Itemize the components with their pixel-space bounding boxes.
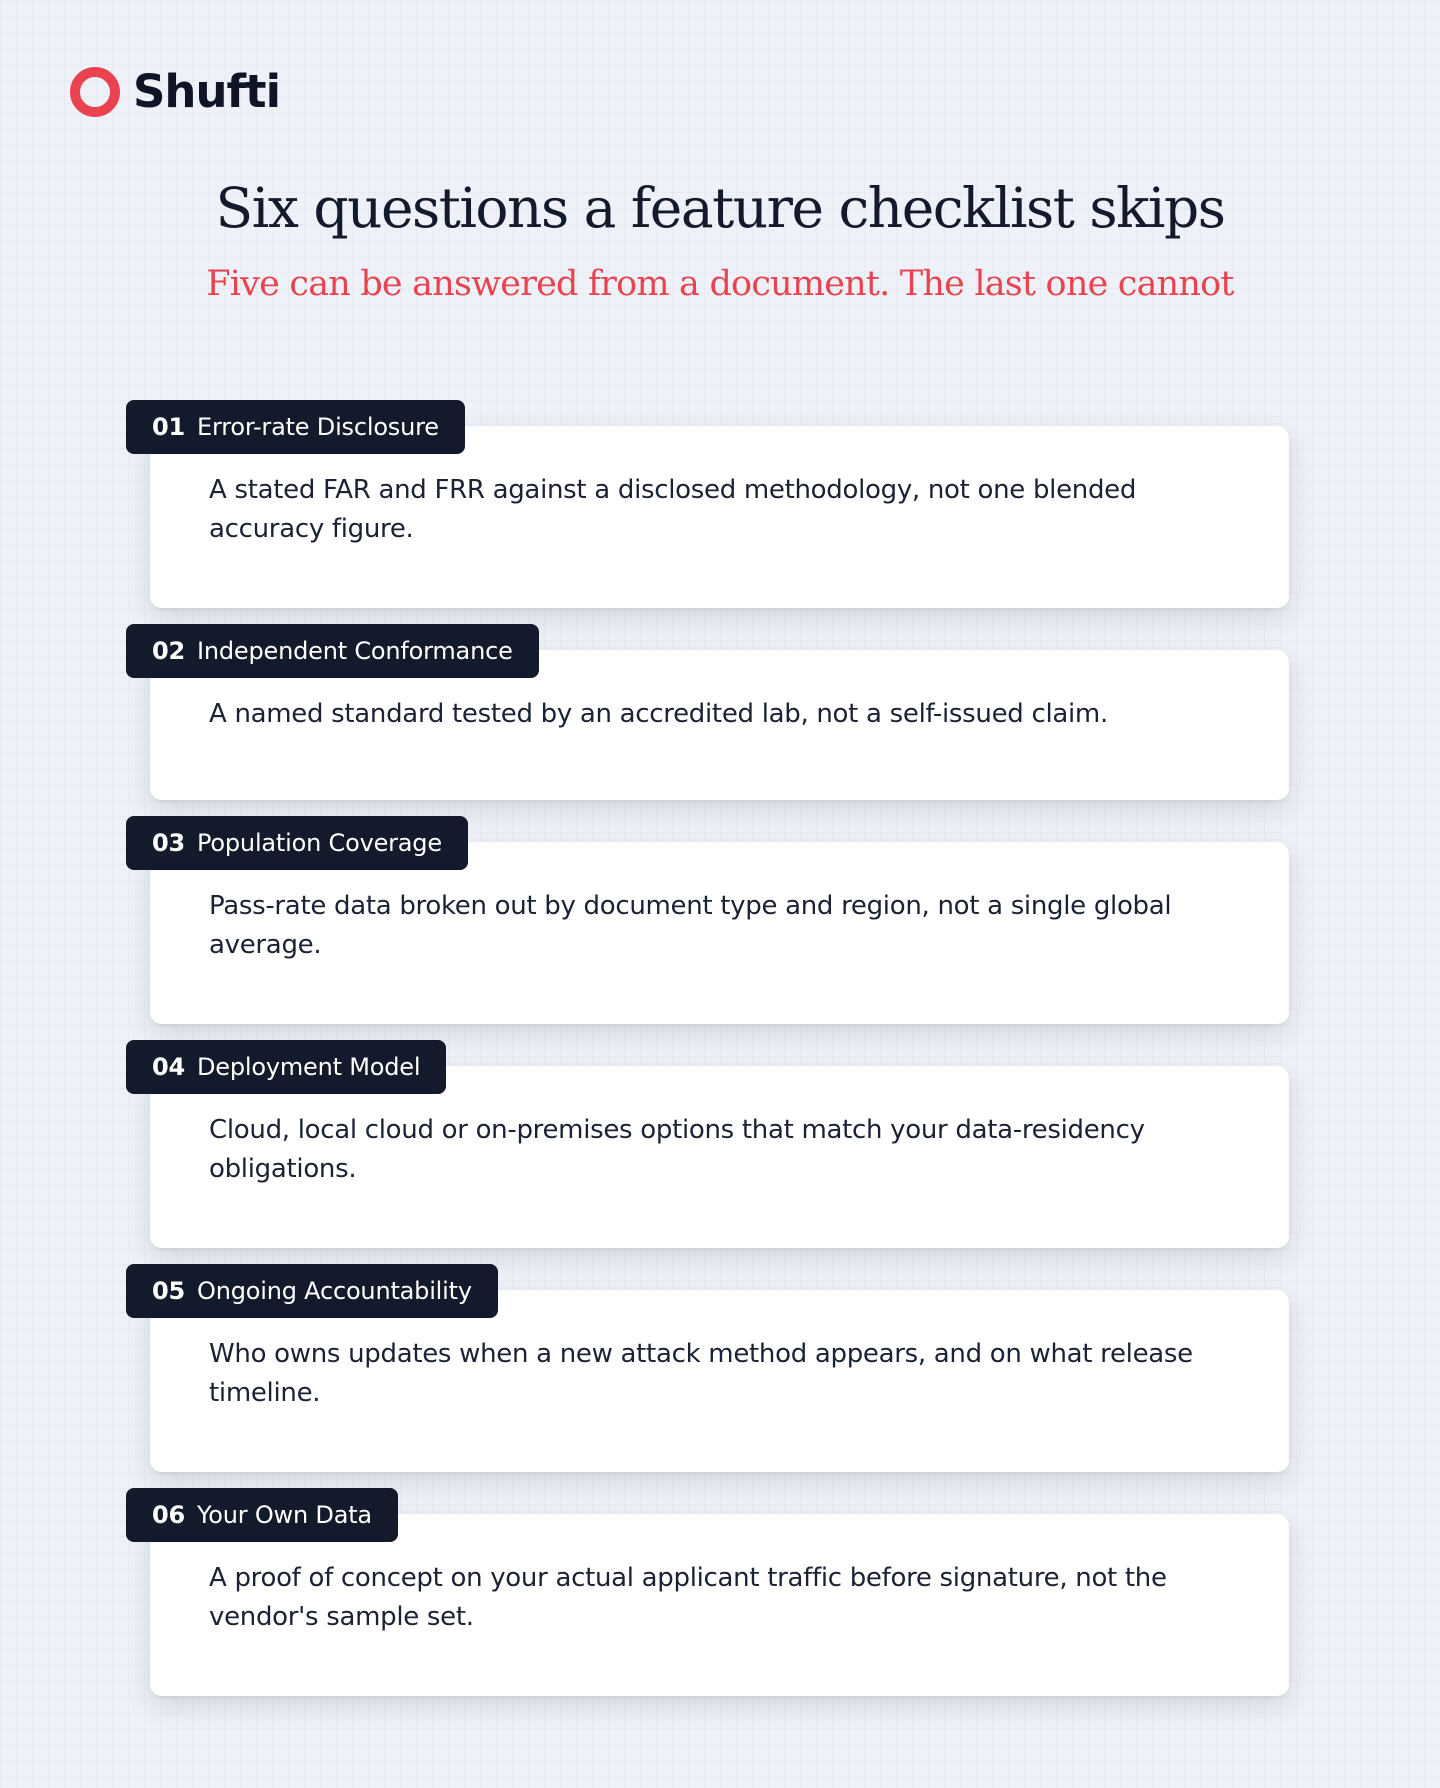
tag-title: Independent Conformance	[197, 637, 513, 665]
tag-number: 02	[152, 637, 185, 665]
card-tag	[126, 624, 539, 678]
card-description: A stated FAR and FRR against a disclosed methodology, not one blended accuracy figure.	[209, 475, 1137, 544]
card-tag	[126, 1488, 398, 1542]
tag-number: 03	[152, 829, 185, 857]
tag-title: Ongoing Accountability	[197, 1277, 472, 1305]
page-title: Six questions a feature checklist skips	[215, 176, 1225, 240]
card-description: Cloud, local cloud or on-premises options that match your data-residency obligations.	[209, 1115, 1145, 1184]
tag-title: Error-rate Disclosure	[197, 413, 439, 441]
ring-logo-icon	[67, 64, 123, 120]
card-tag	[126, 816, 468, 870]
card-description: A proof of concept on your actual applicant traffic before signature, not the vendor's sample set.	[209, 1563, 1167, 1632]
card-description: Pass-rate data broken out by document type and region, not a single global average.	[209, 891, 1172, 960]
tag-title: Your Own Data	[197, 1501, 372, 1529]
tag-number: 01	[152, 413, 185, 441]
card-description: A named standard tested by an accredited lab, not a self-issued claim.	[209, 699, 1108, 729]
tag-title: Population Coverage	[197, 829, 442, 857]
card-tag	[126, 1040, 446, 1094]
tag-title: Deployment Model	[197, 1053, 421, 1081]
card-tag	[126, 400, 465, 454]
card-description: Who owns updates when a new attack method appears, and on what release timeline.	[209, 1339, 1193, 1408]
tag-number: 04	[152, 1053, 185, 1081]
brand-name: Shufti	[133, 65, 280, 118]
tag-number: 06	[152, 1501, 185, 1529]
card-tag	[126, 1264, 498, 1318]
page-subtitle: Five can be answered from a document. The last one cannot	[206, 264, 1234, 304]
brand-logo	[67, 64, 280, 120]
tag-number: 05	[152, 1277, 185, 1305]
